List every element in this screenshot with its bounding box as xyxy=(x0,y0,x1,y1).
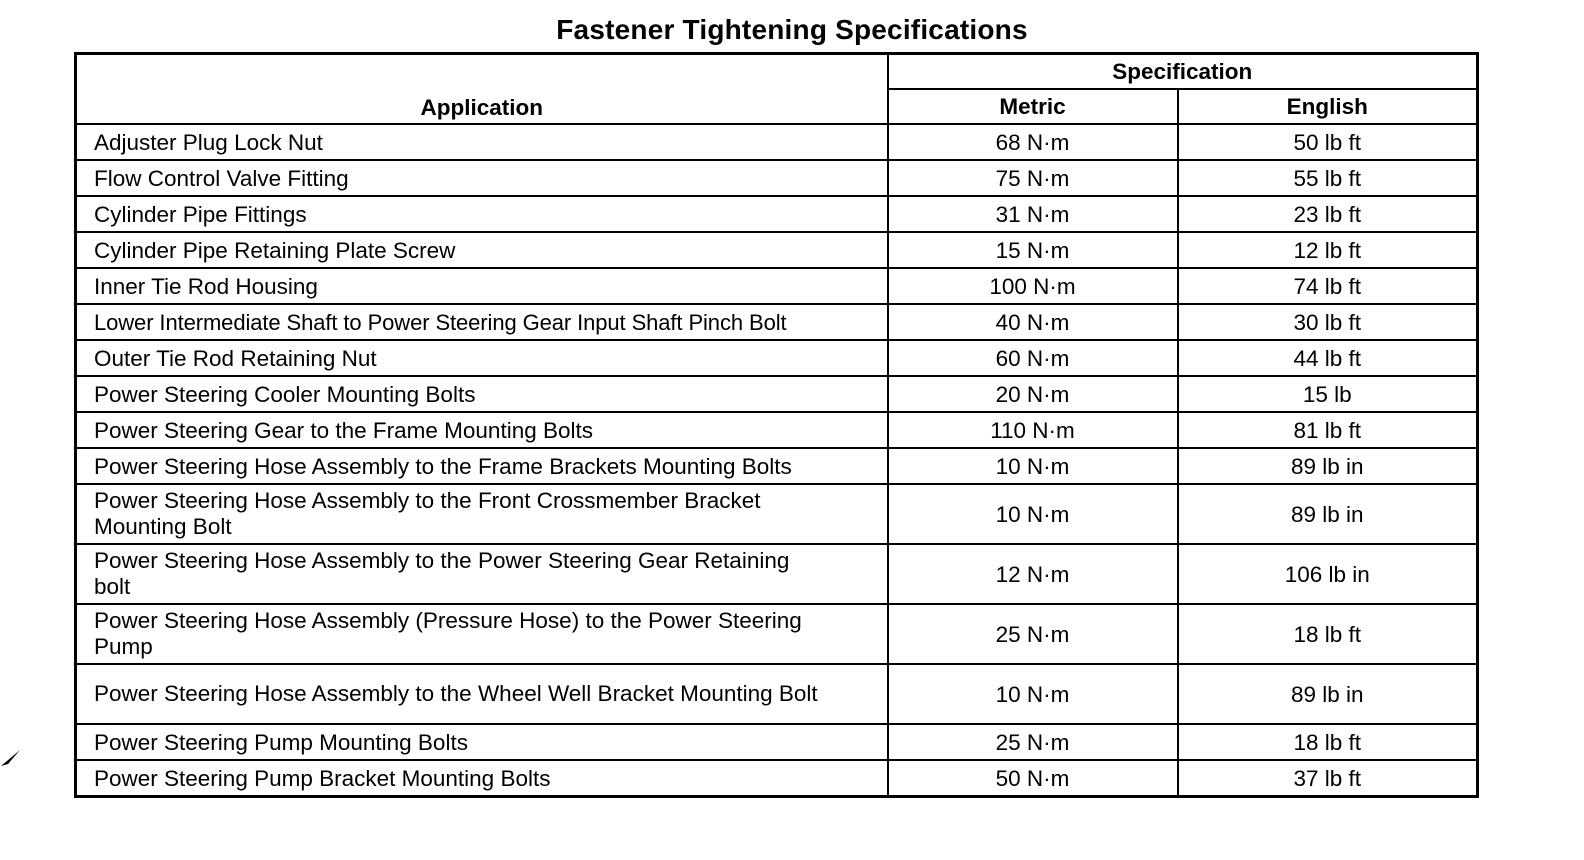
table-row xyxy=(76,724,1478,760)
table-row xyxy=(76,376,1478,412)
application-cell: Power Steering Hose Assembly to the Wheel Well Bracket Mounting Bolt xyxy=(76,664,888,724)
application-cell: Power Steering Hose Assembly (Pressure Hose) to the Power Steering Pump xyxy=(76,604,888,664)
table-row xyxy=(76,124,1478,160)
specification-header: Specification xyxy=(888,54,1478,90)
english-cell: 89 lb in xyxy=(1178,448,1478,484)
english-cell: 15 lb xyxy=(1178,376,1478,412)
metric-cell: 12 N·m xyxy=(888,544,1178,604)
application-cell: Cylinder Pipe Fittings xyxy=(76,196,888,232)
application-cell: Flow Control Valve Fitting xyxy=(76,160,888,196)
english-cell: 30 lb ft xyxy=(1178,304,1478,340)
table-row xyxy=(76,664,1478,724)
specifications-table xyxy=(74,52,1479,798)
metric-cell: 15 N·m xyxy=(888,232,1178,268)
table-row xyxy=(76,412,1478,448)
metric-cell: 60 N·m xyxy=(888,340,1178,376)
english-cell: 12 lb ft xyxy=(1178,232,1478,268)
english-cell: 89 lb in xyxy=(1178,484,1478,544)
application-cell: Power Steering Pump Bracket Mounting Bolts xyxy=(76,760,888,797)
metric-cell: 110 N·m xyxy=(888,412,1178,448)
scan-mark-decoration xyxy=(0,748,24,768)
table-row xyxy=(76,340,1478,376)
application-cell: Power Steering Hose Assembly to the Front Crossmember Bracket Mounting Bolt xyxy=(76,484,888,544)
english-cell: 44 lb ft xyxy=(1178,340,1478,376)
metric-cell: 31 N·m xyxy=(888,196,1178,232)
english-cell: 81 lb ft xyxy=(1178,412,1478,448)
table-row xyxy=(76,160,1478,196)
english-cell: 89 lb in xyxy=(1178,664,1478,724)
english-cell: 18 lb ft xyxy=(1178,604,1478,664)
page-title: Fastener Tightening Specifications xyxy=(556,14,1028,45)
english-cell: 50 lb ft xyxy=(1178,124,1478,160)
table-row xyxy=(76,268,1478,304)
application-cell: Lower Intermediate Shaft to Power Steering Gear Input Shaft Pinch Bolt xyxy=(76,304,888,340)
table-row xyxy=(76,544,1478,604)
application-header: Application xyxy=(76,54,888,125)
application-cell: Outer Tie Rod Retaining Nut xyxy=(76,340,888,376)
table-row xyxy=(76,196,1478,232)
metric-cell: 10 N·m xyxy=(888,448,1178,484)
table-row xyxy=(76,484,1478,544)
application-cell: Power Steering Hose Assembly to the Power Steering Gear Retaining bolt xyxy=(76,544,888,604)
english-cell: 106 lb in xyxy=(1178,544,1478,604)
english-header: English xyxy=(1178,89,1478,124)
table-row xyxy=(76,304,1478,340)
table-row xyxy=(76,448,1478,484)
application-cell: Power Steering Cooler Mounting Bolts xyxy=(76,376,888,412)
table-row xyxy=(76,604,1478,664)
metric-cell: 75 N·m xyxy=(888,160,1178,196)
metric-cell: 100 N·m xyxy=(888,268,1178,304)
application-cell: Adjuster Plug Lock Nut xyxy=(76,124,888,160)
application-cell: Inner Tie Rod Housing xyxy=(76,268,888,304)
metric-cell: 68 N·m xyxy=(888,124,1178,160)
metric-cell: 25 N·m xyxy=(888,604,1178,664)
metric-cell: 50 N·m xyxy=(888,760,1178,797)
metric-cell: 40 N·m xyxy=(888,304,1178,340)
metric-cell: 20 N·m xyxy=(888,376,1178,412)
metric-cell: 25 N·m xyxy=(888,724,1178,760)
metric-cell: 10 N·m xyxy=(888,484,1178,544)
application-cell: Power Steering Hose Assembly to the Frame Brackets Mounting Bolts xyxy=(76,448,888,484)
application-cell: Power Steering Gear to the Frame Mounting Bolts xyxy=(76,412,888,448)
table-row xyxy=(76,232,1478,268)
english-cell: 55 lb ft xyxy=(1178,160,1478,196)
application-cell: Cylinder Pipe Retaining Plate Screw xyxy=(76,232,888,268)
english-cell: 74 lb ft xyxy=(1178,268,1478,304)
english-cell: 37 lb ft xyxy=(1178,760,1478,797)
english-cell: 23 lb ft xyxy=(1178,196,1478,232)
metric-cell: 10 N·m xyxy=(888,664,1178,724)
metric-header: Metric xyxy=(888,89,1178,124)
english-cell: 18 lb ft xyxy=(1178,724,1478,760)
application-cell: Power Steering Pump Mounting Bolts xyxy=(76,724,888,760)
header-row-top xyxy=(76,54,1478,90)
table-row xyxy=(76,760,1478,797)
